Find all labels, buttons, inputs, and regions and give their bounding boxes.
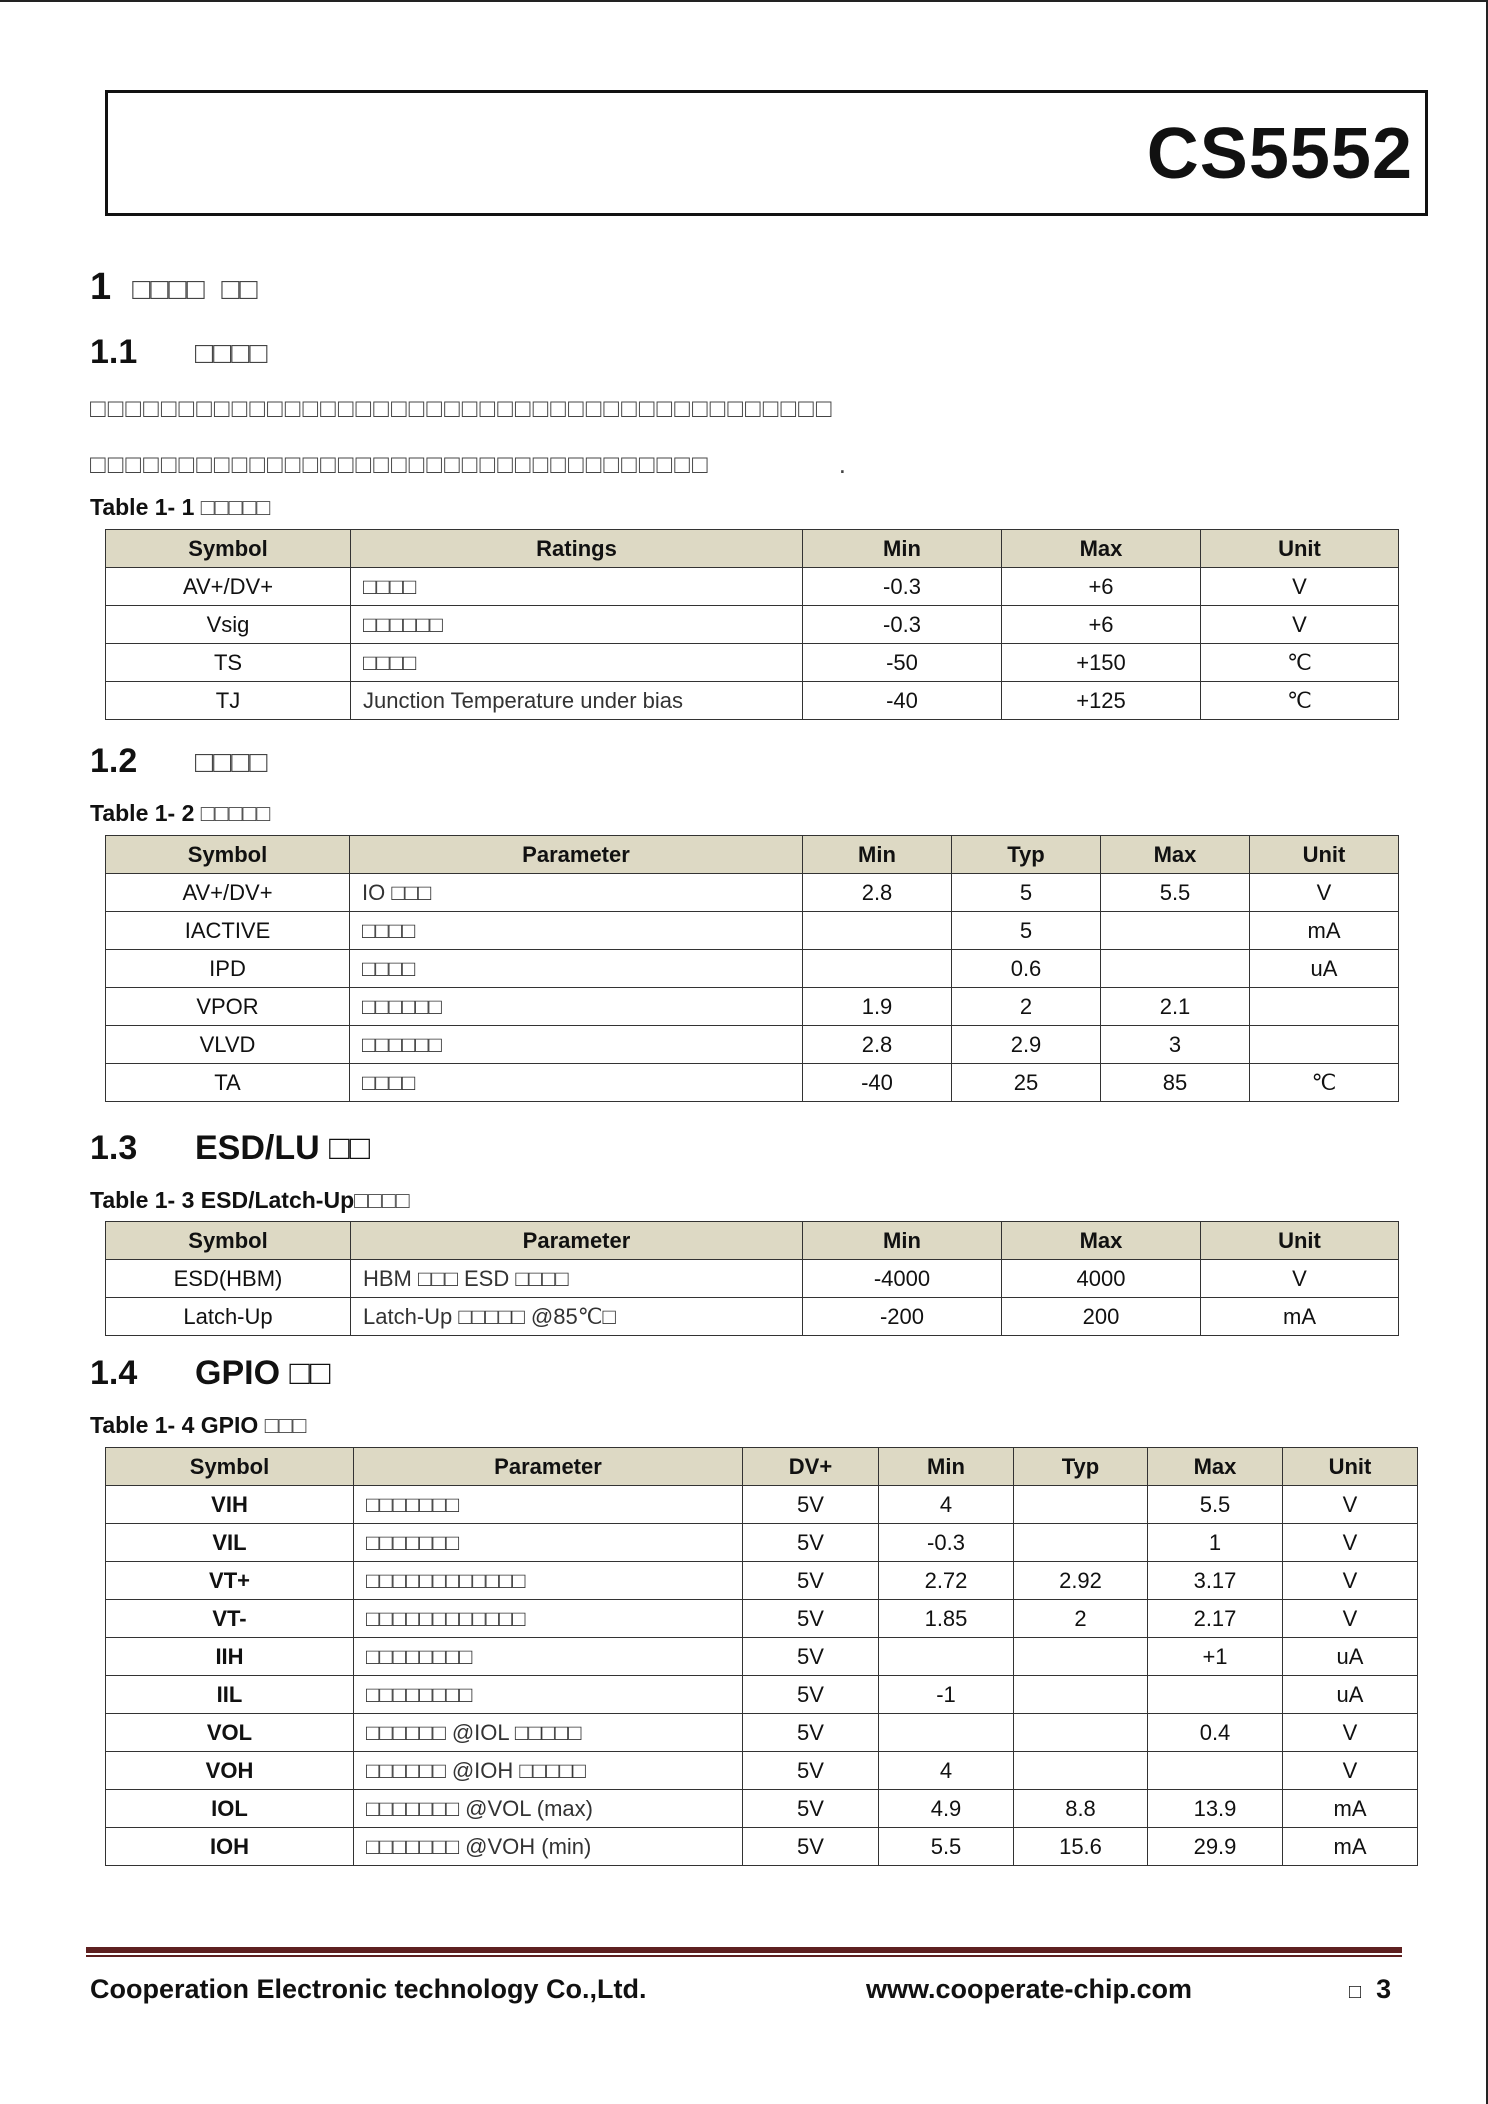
value-cell: -40 — [803, 1064, 952, 1102]
table-esd-latchup — [105, 1221, 1399, 1336]
parameter-cell: □□□□□□ — [350, 1026, 803, 1064]
value-cell: mA — [1283, 1828, 1418, 1866]
value-cell: V — [1201, 1260, 1399, 1298]
symbol-cell: VT+ — [106, 1562, 354, 1600]
column-header: Symbol — [106, 1222, 351, 1260]
value-cell: 3.17 — [1148, 1562, 1283, 1600]
value-cell: ℃ — [1201, 682, 1399, 720]
symbol-cell: VT- — [106, 1600, 354, 1638]
value-cell: 29.9 — [1148, 1828, 1283, 1866]
value-cell: 5.5 — [879, 1828, 1014, 1866]
header-row — [106, 1222, 1399, 1260]
table-row — [106, 1064, 1399, 1102]
parameter-cell: □□□□□□ @IOL □□□□□ — [354, 1714, 743, 1752]
value-cell: 5V — [743, 1752, 879, 1790]
paragraph-line-1: □□□□□□□□□□□□□□□□□□□□□□□□□□□□□□□□□□□□□□□□□□ — [90, 393, 834, 423]
symbol-cell: IACTIVE — [106, 912, 350, 950]
value-cell: 0.4 — [1148, 1714, 1283, 1752]
table-row — [106, 568, 1399, 606]
section-title: GPIO □□ — [195, 1354, 331, 1392]
column-header: Unit — [1283, 1448, 1418, 1486]
table-row — [106, 1676, 1418, 1714]
page-border-top — [0, 0, 1488, 2]
section-number: 1.4 — [90, 1354, 138, 1392]
section-1-4-heading — [90, 1354, 331, 1393]
section-1-2-heading — [90, 742, 267, 781]
value-cell — [879, 1638, 1014, 1676]
value-cell — [1101, 950, 1250, 988]
value-cell — [1014, 1486, 1148, 1524]
doc-title: CS5552 — [1146, 114, 1413, 194]
value-cell: 5V — [743, 1676, 879, 1714]
caption-text: □□□□ — [354, 1187, 410, 1213]
caption-text: □□□ — [264, 1412, 307, 1438]
caption-label: Table 1- 4 GPIO — [90, 1412, 259, 1438]
value-cell: 2.92 — [1014, 1562, 1148, 1600]
table-row — [106, 1026, 1399, 1064]
value-cell: V — [1201, 568, 1399, 606]
table-row — [106, 912, 1399, 950]
footer-url[interactable]: www.cooperate-chip.com — [866, 1974, 1193, 2004]
value-cell — [1250, 988, 1399, 1026]
value-cell: 5V — [743, 1638, 879, 1676]
symbol-cell: TJ — [106, 682, 351, 720]
value-cell: 2.9 — [952, 1026, 1101, 1064]
column-header: Min — [803, 1222, 1002, 1260]
value-cell: V — [1201, 606, 1399, 644]
table-row — [106, 1524, 1418, 1562]
table-row — [106, 950, 1399, 988]
symbol-cell: IPD — [106, 950, 350, 988]
column-header: Max — [1101, 836, 1250, 874]
symbol-cell: VIL — [106, 1524, 354, 1562]
column-header: Parameter — [354, 1448, 743, 1486]
value-cell — [1148, 1752, 1283, 1790]
section-title: □□□□ — [195, 337, 268, 370]
parameter-cell: Junction Temperature under bias — [351, 682, 803, 720]
value-cell: 0.6 — [952, 950, 1101, 988]
value-cell: 5.5 — [1101, 874, 1250, 912]
table-row — [106, 1260, 1399, 1298]
value-cell: 5V — [743, 1714, 879, 1752]
column-header: Min — [803, 530, 1002, 568]
value-cell: -1 — [879, 1676, 1014, 1714]
value-cell: mA — [1283, 1790, 1418, 1828]
parameter-cell: □□□□ — [350, 1064, 803, 1102]
value-cell — [879, 1714, 1014, 1752]
value-cell: 4.9 — [879, 1790, 1014, 1828]
parameter-cell: □□□□□□ — [350, 988, 803, 1026]
symbol-cell: IOH — [106, 1828, 354, 1866]
caption-label: Table 1- 1 — [90, 494, 195, 520]
value-cell: 13.9 — [1148, 1790, 1283, 1828]
parameter-cell: □□□□ — [350, 912, 803, 950]
value-cell: -40 — [803, 682, 1002, 720]
value-cell: uA — [1283, 1676, 1418, 1714]
header-row — [106, 530, 1399, 568]
column-header: Parameter — [350, 836, 803, 874]
paragraph-line-2: □□□□□□□□□□□□□□□□□□□□□□□□□□□□□□□□□□□ . — [90, 449, 848, 479]
column-header: DV+ — [743, 1448, 879, 1486]
table-row — [106, 1828, 1418, 1866]
value-cell: -200 — [803, 1298, 1002, 1336]
parameter-cell: □□□□ — [350, 950, 803, 988]
value-cell: 2 — [1014, 1600, 1148, 1638]
column-header: Typ — [952, 836, 1101, 874]
value-cell: +150 — [1002, 644, 1201, 682]
column-header: Min — [879, 1448, 1014, 1486]
value-cell — [1014, 1638, 1148, 1676]
value-cell: 3 — [1101, 1026, 1250, 1064]
value-cell: 2.8 — [803, 1026, 952, 1064]
table-row — [106, 1752, 1418, 1790]
column-header: Symbol — [106, 530, 351, 568]
footer-rule-thick — [86, 1947, 1402, 1953]
symbol-cell: Latch-Up — [106, 1298, 351, 1336]
value-cell: 5V — [743, 1600, 879, 1638]
value-cell: V — [1283, 1486, 1418, 1524]
column-header: Min — [803, 836, 952, 874]
caption-text: □□□□□ — [200, 800, 271, 826]
symbol-cell: IIL — [106, 1676, 354, 1714]
value-cell: -50 — [803, 644, 1002, 682]
page-number — [1349, 1974, 1391, 2005]
value-cell — [803, 912, 952, 950]
value-cell: 2.17 — [1148, 1600, 1283, 1638]
table-row — [106, 1638, 1418, 1676]
value-cell — [803, 950, 952, 988]
column-header: Unit — [1201, 530, 1399, 568]
table-2-caption — [90, 800, 270, 827]
header-row — [106, 1448, 1418, 1486]
parameter-cell: □□□□□□□□ — [354, 1638, 743, 1676]
table-1-caption — [90, 494, 270, 521]
value-cell: -4000 — [803, 1260, 1002, 1298]
value-cell: -0.3 — [879, 1524, 1014, 1562]
column-header: Max — [1148, 1448, 1283, 1486]
parameter-cell: □□□□□□□ @VOH (min) — [354, 1828, 743, 1866]
value-cell: 5.5 — [1148, 1486, 1283, 1524]
section-number: 1.1 — [90, 333, 138, 371]
parameter-cell: □□□□□□□□□□□□ — [354, 1562, 743, 1600]
symbol-cell: VIH — [106, 1486, 354, 1524]
value-cell — [1014, 1714, 1148, 1752]
table-row — [106, 988, 1399, 1026]
parameter-cell: □□□□□□□□□□□□ — [354, 1600, 743, 1638]
section-number: 1 — [90, 266, 112, 308]
header-box — [105, 90, 1428, 216]
value-cell: 5 — [952, 912, 1101, 950]
symbol-cell: VOL — [106, 1714, 354, 1752]
parameter-cell: □□□□□□□□ — [354, 1676, 743, 1714]
page-number-value: 3 — [1376, 1974, 1392, 2004]
value-cell: 200 — [1002, 1298, 1201, 1336]
value-cell: ℃ — [1201, 644, 1399, 682]
parameter-cell: □□□□□□□ — [354, 1524, 743, 1562]
value-cell: 5V — [743, 1562, 879, 1600]
parameter-cell: □□□□□□ — [351, 606, 803, 644]
value-cell: V — [1283, 1752, 1418, 1790]
value-cell: -0.3 — [803, 568, 1002, 606]
value-cell: V — [1283, 1600, 1418, 1638]
value-cell: 5V — [743, 1486, 879, 1524]
column-header: Unit — [1250, 836, 1399, 874]
header-row — [106, 836, 1399, 874]
footer-company: Cooperation Electronic technology Co.,Ltd. — [90, 1974, 647, 2004]
value-cell: -0.3 — [803, 606, 1002, 644]
column-header: Unit — [1201, 1222, 1399, 1260]
value-cell: ℃ — [1250, 1064, 1399, 1102]
table-absolute-max-ratings — [105, 529, 1399, 720]
section-1-3-heading — [90, 1129, 370, 1168]
value-cell: +125 — [1002, 682, 1201, 720]
table-operating-conditions — [105, 835, 1399, 1102]
table-row — [106, 1486, 1418, 1524]
table-row — [106, 682, 1399, 720]
caption-label: Table 1- 3 ESD/Latch-Up — [90, 1187, 355, 1213]
parameter-cell: □□□□□□ @IOH □□□□□ — [354, 1752, 743, 1790]
value-cell — [1148, 1676, 1283, 1714]
value-cell: 2.8 — [803, 874, 952, 912]
value-cell: mA — [1250, 912, 1399, 950]
table-row — [106, 1600, 1418, 1638]
value-cell: +1 — [1148, 1638, 1283, 1676]
value-cell: 5V — [743, 1524, 879, 1562]
value-cell: +6 — [1002, 606, 1201, 644]
symbol-cell: IOL — [106, 1790, 354, 1828]
column-header: Max — [1002, 1222, 1201, 1260]
symbol-cell: AV+/DV+ — [106, 568, 351, 606]
value-cell: 2.1 — [1101, 988, 1250, 1026]
value-cell: 4000 — [1002, 1260, 1201, 1298]
symbol-cell: VOH — [106, 1752, 354, 1790]
parameter-cell: □□□□□□□ @VOL (max) — [354, 1790, 743, 1828]
value-cell: 4 — [879, 1486, 1014, 1524]
caption-label: Table 1- 2 — [90, 800, 195, 826]
value-cell: uA — [1283, 1638, 1418, 1676]
value-cell: mA — [1201, 1298, 1399, 1336]
symbol-cell: VLVD — [106, 1026, 350, 1064]
parameter-cell: □□□□□□□ — [354, 1486, 743, 1524]
table-row — [106, 1790, 1418, 1828]
value-cell: V — [1250, 874, 1399, 912]
value-cell — [1250, 1026, 1399, 1064]
page-prefix: □ — [1349, 1981, 1362, 2003]
section-title: □□□□ — [195, 746, 268, 779]
symbol-cell: ESD(HBM) — [106, 1260, 351, 1298]
parameter-cell: Latch-Up □□□□□ @85℃□ — [351, 1298, 803, 1336]
section-number: 1.3 — [90, 1129, 138, 1167]
table-3-caption — [90, 1187, 410, 1214]
value-cell: uA — [1250, 950, 1399, 988]
column-header: Typ — [1014, 1448, 1148, 1486]
value-cell: 85 — [1101, 1064, 1250, 1102]
table-row — [106, 1298, 1399, 1336]
parameter-cell: □□□□ — [351, 568, 803, 606]
symbol-cell: IIH — [106, 1638, 354, 1676]
parameter-cell: □□□□ — [351, 644, 803, 682]
column-header: Max — [1002, 530, 1201, 568]
value-cell: V — [1283, 1562, 1418, 1600]
value-cell: 1 — [1148, 1524, 1283, 1562]
footer-rule-thin — [86, 1955, 1402, 1957]
value-cell: 5V — [743, 1828, 879, 1866]
table-gpio — [105, 1447, 1418, 1866]
column-header: Symbol — [106, 836, 350, 874]
section-title: ESD/LU □□ — [195, 1129, 371, 1167]
table-row — [106, 644, 1399, 682]
value-cell: 2.72 — [879, 1562, 1014, 1600]
value-cell — [1101, 912, 1250, 950]
table-row — [106, 874, 1399, 912]
symbol-cell: AV+/DV+ — [106, 874, 350, 912]
table-4-caption — [90, 1412, 306, 1439]
table-row — [106, 606, 1399, 644]
symbol-cell: VPOR — [106, 988, 350, 1026]
symbol-cell: Vsig — [106, 606, 351, 644]
table-row — [106, 1714, 1418, 1752]
value-cell: V — [1283, 1714, 1418, 1752]
value-cell: 1.85 — [879, 1600, 1014, 1638]
value-cell: 15.6 — [1014, 1828, 1148, 1866]
symbol-cell: TA — [106, 1064, 350, 1102]
value-cell — [1014, 1524, 1148, 1562]
column-header: Ratings — [351, 530, 803, 568]
value-cell — [1014, 1752, 1148, 1790]
section-1-heading — [90, 266, 258, 309]
value-cell: 2 — [952, 988, 1101, 1026]
symbol-cell: TS — [106, 644, 351, 682]
value-cell: 8.8 — [1014, 1790, 1148, 1828]
value-cell: 5V — [743, 1790, 879, 1828]
value-cell: 4 — [879, 1752, 1014, 1790]
column-header: Symbol — [106, 1448, 354, 1486]
table-row — [106, 1562, 1418, 1600]
caption-text: □□□□□ — [200, 494, 271, 520]
column-header: Parameter — [351, 1222, 803, 1260]
value-cell — [1014, 1676, 1148, 1714]
section-number: 1.2 — [90, 742, 138, 780]
value-cell: V — [1283, 1524, 1418, 1562]
section-1-1-heading — [90, 333, 267, 372]
value-cell: 25 — [952, 1064, 1101, 1102]
value-cell: 1.9 — [803, 988, 952, 1026]
value-cell: 5 — [952, 874, 1101, 912]
value-cell: +6 — [1002, 568, 1201, 606]
section-title: □□□□ □□ — [132, 273, 258, 306]
parameter-cell: IO □□□ — [350, 874, 803, 912]
parameter-cell: HBM □□□ ESD □□□□ — [351, 1260, 803, 1298]
